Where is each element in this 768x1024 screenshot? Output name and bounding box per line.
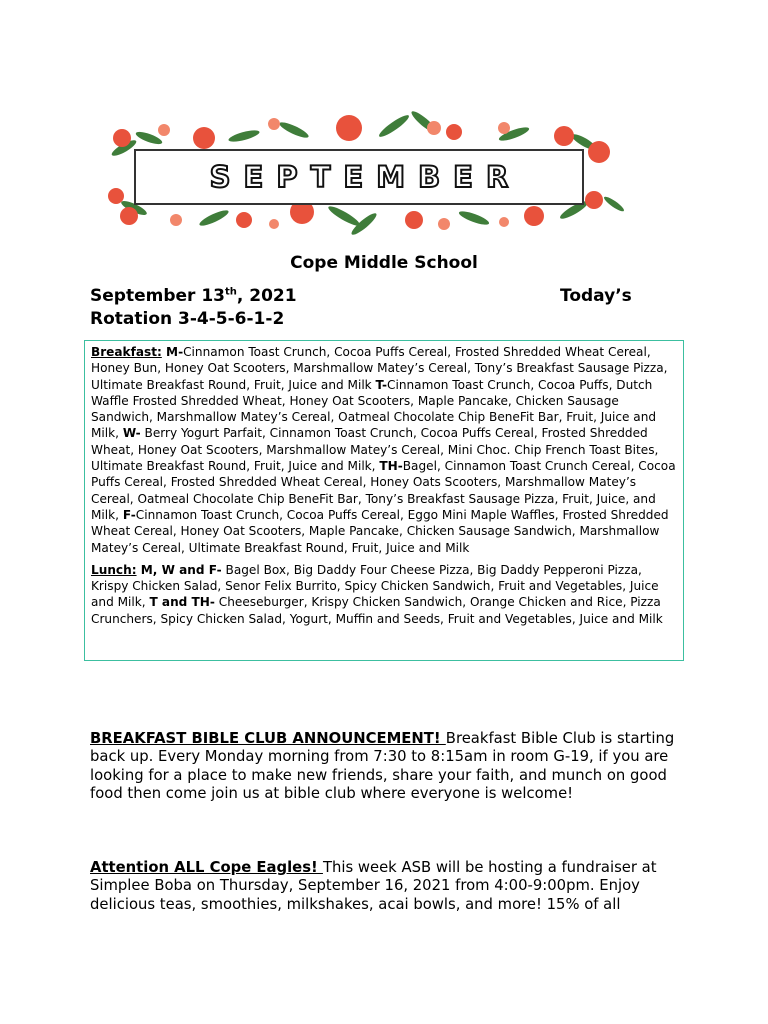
- lunch-label: Lunch:: [91, 562, 137, 577]
- breakfast-label: Breakfast:: [91, 345, 162, 359]
- breakfast-items-friday: Cinnamon Toast Crunch, Cocoa Puffs Cereal, Eggo Mini Maple Waffles, Frosted Shredded Wheat Cereal, Honey Oat Scooters, Maple Pancake, Chicken Sausage Sandwich, Marshmallow Matey’s Cereal, Ultimate Breakfast Round, Fruit, Juice and Milk: [91, 507, 669, 555]
- september-banner: [94, 108, 630, 238]
- rotation: Rotation 3-4-5-6-1-2: [90, 309, 285, 329]
- banner-frame: [134, 149, 584, 205]
- breakfast-items-wednesday: Berry Yogurt Parfait, Cinnamon Toast Crunch, Cocoa Puffs Cereal, Frosted Shredded Wheat, Honey Oat Scooters, Marshmallow Matey’s Cereal, Mini Choc. Chip French Toast Bites, Ultimate Breakfast Round, Fruit, Juice and Milk,: [91, 426, 659, 474]
- announcement-heading: BREAKFAST BIBLE CLUB ANNOUNCEMENT!: [90, 730, 446, 747]
- date-suffix: th: [224, 286, 237, 298]
- fundraiser-announcement: [90, 859, 690, 914]
- bible-club-announcement: [90, 730, 690, 804]
- breakfast-day-tuesday: T-: [375, 377, 388, 392]
- date-main: September 13: [90, 286, 225, 306]
- breakfast-items-thursday: Bagel, Cinnamon Toast Crunch Cereal, Cocoa Puffs Cereal, Frosted Shredded Wheat Cereal, Honey Oats Scooters, Marshmallow Matey’s Cereal, Oatmeal Chocolate Chip BeneFit Bar, Tony’s Breakfast Sausage Pizza, Fruit, Juice, and Milk,: [91, 459, 676, 522]
- lunch-menu: [91, 562, 678, 627]
- banner-title: SEPTEMBER: [209, 160, 522, 194]
- breakfast-day-monday: M-: [161, 345, 184, 359]
- breakfast-day-thursday: TH-: [379, 459, 403, 474]
- breakfast-menu: [91, 344, 678, 556]
- breakfast-items-tuesday: Cinnamon Toast Crunch, Cocoa Puffs, Dutch Waffle Frosted Shredded Wheat, Honey Oat Scooters, Maple Pancake, Chicken Sausage Sandwich, Marshmallow Matey’s Cereal, Oatmeal Chocolate Chip BeneFit Bar, Fruit, Juice and Milk,: [91, 377, 657, 441]
- menu-box: [84, 340, 684, 661]
- lunch-items-mwf: Bagel Box, Big Daddy Four Cheese Pizza, Big Daddy Pepperoni Pizza, Krispy Chicken Salad, Senor Felix Burrito, Spicy Chicken Sandwich, Fruit and Vegetables, Juice and Milk,: [91, 562, 659, 610]
- school-name: Cope Middle School: [290, 253, 478, 273]
- breakfast-day-friday: F-: [122, 507, 136, 522]
- date-year: , 2021: [236, 286, 297, 306]
- todays-label: Today’s: [560, 286, 632, 306]
- announcement-body: Breakfast Bible Club is starting back up. Every Monday morning from 7:30 to 8:15am in room G-19, if you are looking for a place to make new friends, share your faith, and munch on good food then come join us at bible club where everyone is welcome!: [90, 730, 675, 803]
- lunch-items-tth: Cheeseburger, Krispy Chicken Sandwich, Orange Chicken and Rice, Pizza Crunchers, Spicy Chicken Salad, Yogurt, Muffin and Seeds, Fruit and Vegetables, Juice and Milk: [91, 595, 663, 626]
- announcement-heading: Attention ALL Cope Eagles!: [90, 859, 323, 876]
- lunch-day-mwf: M, W and F-: [136, 562, 222, 577]
- breakfast-items-monday: Cinnamon Toast Crunch, Cocoa Puffs Cereal, Frosted Shredded Wheat Cereal, Honey Bun, Honey Oat Scooters, Marshmallow Matey’s Cereal, Tony’s Breakfast Sausage Pizza, Ultimate Breakfast Round, Fruit, Juice and Milk: [91, 345, 668, 392]
- date-line: [90, 286, 297, 306]
- lunch-day-tth: T and TH-: [149, 595, 215, 610]
- announcement-body: This week ASB will be hosting a fundraiser at Simplee Boba on Thursday, September 16, 2021 from 4:00-9:00pm. Enjoy delicious teas, smoothies, milkshakes, acai bowls, and more! 15% of all: [90, 859, 657, 913]
- breakfast-day-wednesday: W-: [122, 426, 141, 441]
